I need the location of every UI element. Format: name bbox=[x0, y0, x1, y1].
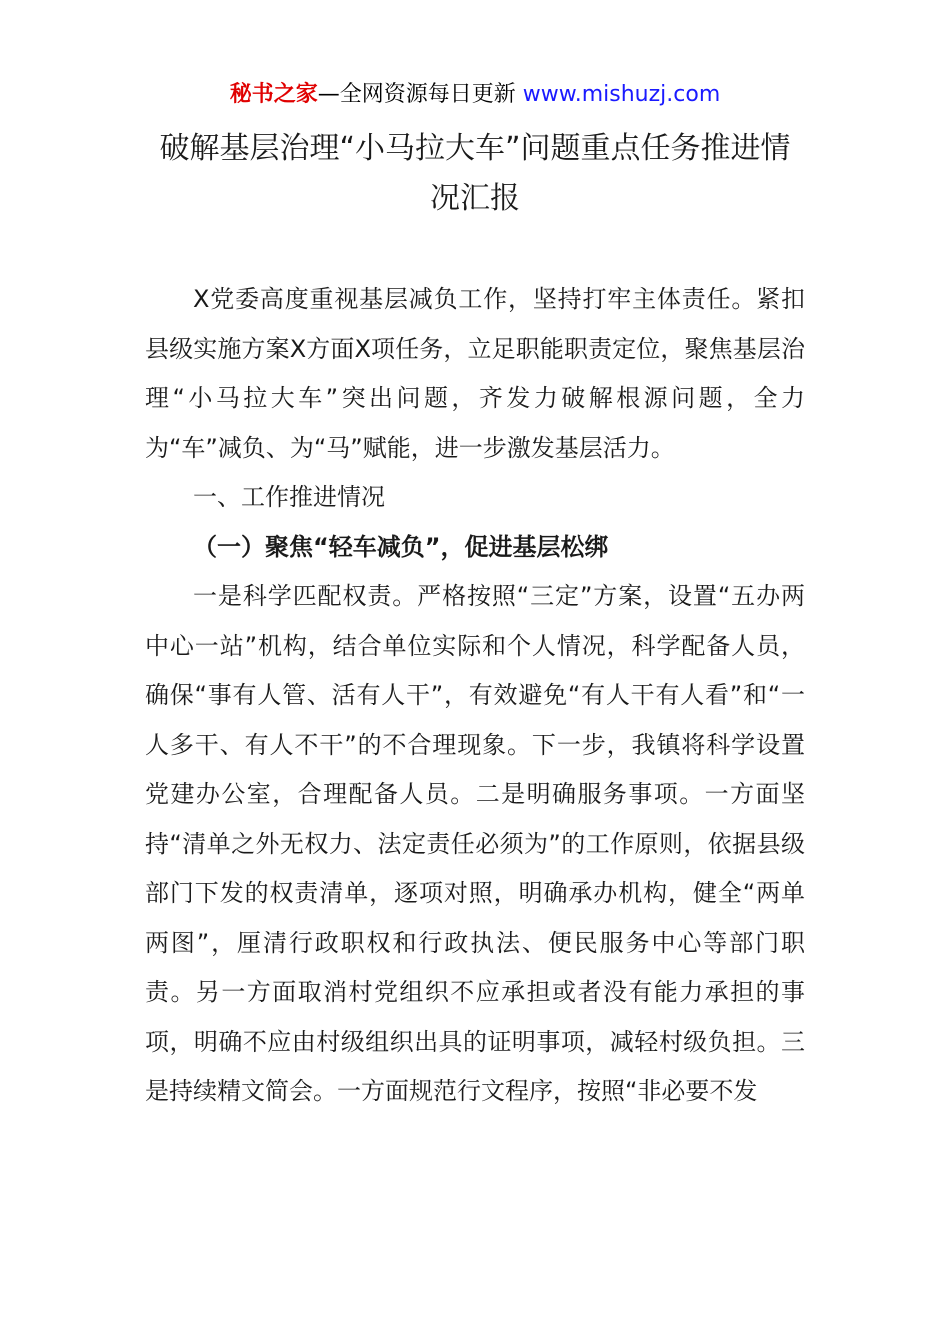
section-heading: 一、工作推进情况 bbox=[193, 483, 385, 511]
intro-paragraph: X党委高度重视基层减负工作，坚持打牢主体责任。紧扣县级实施方案X方面X项任务，立足职能职责定位，聚焦基层治理“小马拉大车”突出问题，齐发力破解根源问题，全力为“车”减负、为“马”赋能，进一步激发基层活力。 bbox=[145, 285, 805, 462]
document-title: 破解基层治理“小马拉大车”问题重点任务推进情况汇报 bbox=[159, 131, 791, 216]
watermark-tagline: —全网资源每日更新 bbox=[317, 82, 523, 107]
watermark-banner bbox=[0, 78, 950, 112]
watermark-brand: 秘书之家 bbox=[229, 82, 318, 107]
subsection-heading: （一）聚焦“轻车减负”，促进基层松绑 bbox=[193, 532, 609, 561]
document-body bbox=[145, 275, 805, 1117]
body-paragraph: 一是科学匹配权责。严格按照“三定”方案，设置“五办两中心一站”机构，结合单位实际和个人情况，科学配备人员，确保“事有人管、活有人干”，有效避免“有人干有人看”和“一人多干、有人不干”的不合理现象。下一步，我镇将科学设置党建办公室，合理配备人员。二是明确服务事项。一方面坚持“清单之外无权力、法定责任必须为”的工作原则，依据县级部门下发的权责清单，逐项对照，明确承办机构，健全“两单两图”，厘清行政职权和行政执法、便民服务中心等部门职责。另一方面取消村党组织不应承担或者没有能力承担的事项，明确不应由村级组织出具的证明事项，减轻村级负担。三是持续精文简会。一方面规范行文程序，按照“非必要不发 bbox=[145, 582, 805, 1105]
watermark-url: www.mishuzj.com bbox=[522, 82, 721, 107]
